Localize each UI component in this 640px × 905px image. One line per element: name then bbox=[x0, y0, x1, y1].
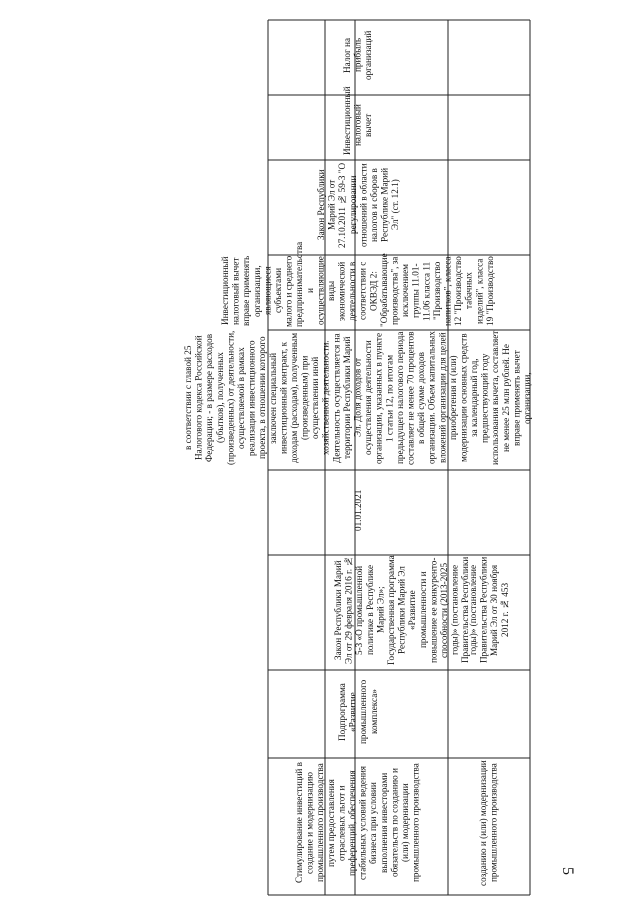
page-number: 5 bbox=[559, 867, 576, 875]
prev-row-goal-cell bbox=[448, 758, 530, 895]
legal-act-cell bbox=[268, 160, 448, 255]
conditions-text: Инвестиционный налоговый вычет вправе применять организации, являющиеся субъектами малого и среднего предпринимательства и осуществляющие виды экономической деятельности в соответствии с ОКВЭД 2: "Обрабатывающие производства", за исключением группы 11.01-11.06 класса 11 "Производство напитков", класса 12 "Производство табачных изделий", класса 19 "Производство bbox=[220, 241, 496, 327]
goal-cell bbox=[268, 758, 448, 895]
subprogram-text: Подпрограмма «Развитие промышленного комплекса» bbox=[336, 679, 379, 745]
tax-name-cell bbox=[268, 20, 448, 95]
goal-text: Стимулирование инвестиций в создание и модернизацию промышленного производства путем предоставления отраслевых льгот и преференций, обеспечения стабильных условий ведения бизнеса при условии выполнения инвесторами обязательств по созданию и (или) модернизации промышленного производства bbox=[294, 762, 421, 884]
subprogram-cell bbox=[268, 670, 448, 758]
benefit-type-cell bbox=[268, 86, 448, 160]
conditions-cell bbox=[220, 241, 496, 330]
prev-row-program-basis-text: годы)» (постановление Правительства Республики Марий Эл от 30 ноября 2012 г. № 453 bbox=[467, 556, 510, 664]
start-date-cell bbox=[268, 470, 448, 555]
prev-row-goal-text: созданию и (или) модернизации промышленного производства bbox=[478, 760, 499, 886]
requirements-cell bbox=[183, 330, 533, 470]
requirements-text: в соответствии с главой 25 Налогового кодекса Российской Федерации; - в размере расходов (убытков), полученных (произведенных) от деятельности, осуществляемой в рамках реализации инвестиционного проекта, в отношении которого заключен специальный инвестиционный контракт, к доходам (расходам), полученным (произведенным) при осуществлении иной хозяйственной деятельности. Деятельность осуществляется на территории Республики Марий Эл. Доля доходов от осуществления деятельности организации, указанных в пункте 1 статьи 12, по итогам предыдущего налогового периода составляет не менее 70 процентов в общей сумме доходов организации. Объем капитальных вложений организации для целей приобретения и (или) модернизации основных средств за календарный год, предшествующий году использования вычета, составляет не менее 25 млн рублей. Не вправе применять вычет организации, bbox=[183, 330, 533, 466]
program-basis-cell bbox=[332, 555, 470, 670]
start-date-text: 01.01.2021 bbox=[352, 489, 363, 531]
benefit-type-text: Инвестиционный налоговый вычет bbox=[342, 86, 374, 155]
legal-act-text: Закон Республики Марий Эл от 27.10.2011 № 59-З "О регулировании отношений в области налогов и сборов в Республике Марий Эл" (ст. 12.1) bbox=[315, 162, 400, 248]
tax-name-text: Налог на прибыль организаций bbox=[342, 30, 374, 80]
program-basis-text: Закон Республики Марий Эл от 29 февраля 2016 г. № 5-З «О промышленной политике в Республике Марий Эл»; Государственная программа Республики Марий Эл «Развитие промышленности и повышение ее конкуренто-способности (2013-2025 годы)» (постановление Правительства Республики bbox=[332, 555, 470, 665]
